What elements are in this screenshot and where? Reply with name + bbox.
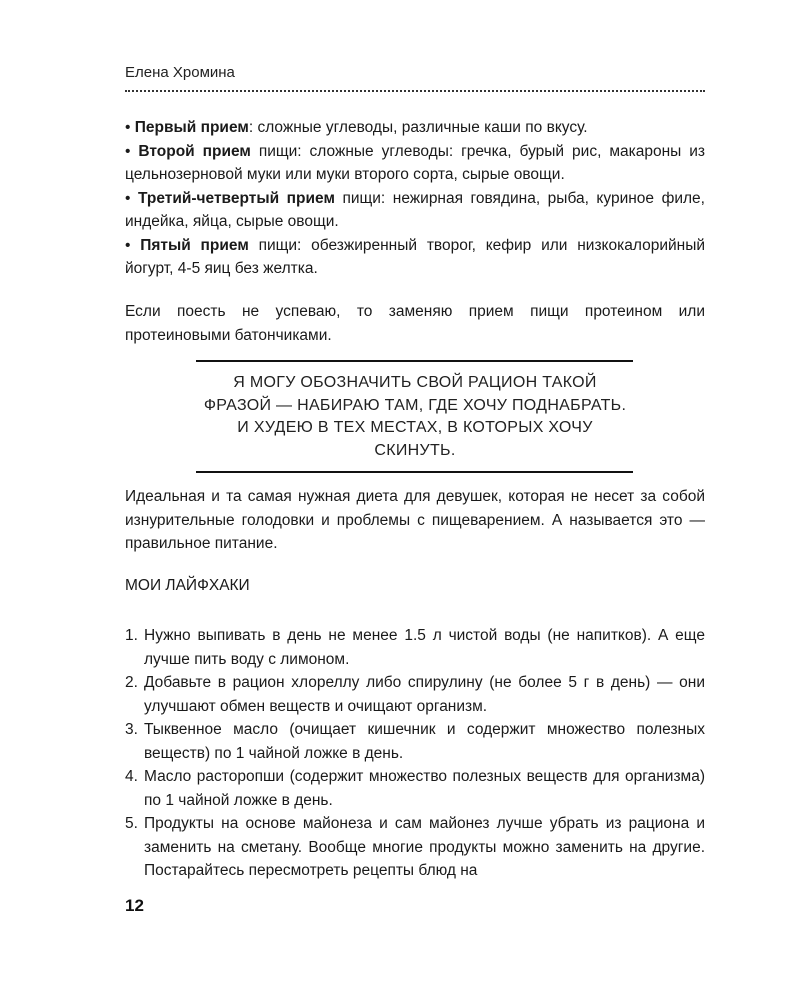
list-item bbox=[125, 765, 705, 812]
page-number: 12 bbox=[125, 896, 144, 915]
meal-text: пищи: обезжиренный творог, кефир или низкокалорийный йогурт, 4-5 яиц без желтка. bbox=[125, 236, 706, 277]
bullet: • bbox=[125, 189, 131, 207]
item-number: 5. bbox=[125, 815, 138, 832]
header-dotted-divider bbox=[125, 90, 705, 92]
quote-line: ФРАЗОЙ — НАБИРАЮ ТАМ, ГДЕ ХОЧУ ПОДНАБРАТЬ. bbox=[203, 396, 627, 414]
section-title-lifehacks: МОИ ЛАЙФХАКИ bbox=[125, 577, 250, 594]
quote-bottom-rule bbox=[196, 471, 633, 473]
meal-title: Третий-четвертый прием bbox=[137, 189, 335, 207]
protein-paragraph: Если поесть не успеваю, то заменяю прием пищи протеином или протеиновыми батончиками. bbox=[125, 303, 705, 344]
meal-plan-list bbox=[125, 116, 705, 281]
ideal-diet-paragraph: Идеальная и та самая нужная диета для девушек, которая не несет за собой изнурительные голодовки и проблемы с пищеварением. А называется это — правильное питание. bbox=[125, 488, 705, 552]
quote-line: И ХУДЕЮ В ТЕХ МЕСТАХ, В КОТОРЫХ ХОЧУ bbox=[237, 419, 593, 436]
meal-text: пищи: сложные углеводы: гречка, бурый рис, макароны из цельнозерновой муки или муки второго сорта, сырые овощи. bbox=[125, 142, 705, 183]
item-number: 3. bbox=[125, 721, 138, 738]
bullet: • bbox=[125, 119, 131, 136]
list-item bbox=[125, 718, 705, 765]
item-number: 2. bbox=[125, 674, 138, 691]
quote-top-rule bbox=[196, 360, 633, 362]
meal-title: Пятый прием bbox=[140, 236, 249, 254]
item-text: Тыквенное масло (очищает кишечник и содержит множество полезных веществ) по 1 чайной ложке в день. bbox=[144, 721, 705, 762]
meal-text: пищи: нежирная говядина, рыба, куриное филе, индейка, яйца, сырые овощи. bbox=[125, 189, 705, 230]
running-header-author: Елена Хромина bbox=[125, 64, 235, 81]
lifehacks-list bbox=[125, 624, 705, 883]
quote-line: Я МОГУ ОБОЗНАЧИТЬ СВОЙ РАЦИОН ТАКОЙ bbox=[233, 374, 597, 391]
meal-item bbox=[125, 116, 705, 140]
pull-quote bbox=[160, 372, 670, 462]
meal-text: : сложные углеводы, различные каши по вкусу. bbox=[248, 119, 588, 136]
bullet: • bbox=[125, 236, 131, 254]
meal-title: Второй прием bbox=[138, 142, 251, 160]
meal-item bbox=[125, 140, 705, 187]
item-text: Нужно выпивать в день не менее 1.5 л чистой воды (не напитков). А еще лучше пить воду с лимоном. bbox=[144, 627, 705, 668]
item-text: Добавьте в рацион хлореллу либо спирулину (не более 5 г в день) — они улучшают обмен веществ и очищают организм. bbox=[144, 674, 705, 715]
item-number: 4. bbox=[125, 768, 138, 785]
bullet: • bbox=[125, 142, 131, 160]
list-item bbox=[125, 812, 705, 883]
quote-line: СКИНУТЬ. bbox=[374, 441, 456, 459]
item-text: Продукты на основе майонеза и сам майонез лучше убрать из рациона и заменить на сметану. Вообще многие продукты можно заменить на другие. Постарайтесь пересмотреть рецепты блюд на bbox=[144, 815, 705, 879]
item-text: Масло расторопши (содержит множество полезных веществ для организма) по 1 чайной ложке в день. bbox=[144, 768, 705, 809]
meal-item bbox=[125, 187, 705, 234]
meal-item bbox=[125, 234, 705, 281]
list-item bbox=[125, 671, 705, 718]
meal-title: Первый прием bbox=[134, 119, 249, 136]
list-item bbox=[125, 624, 705, 671]
item-number: 1. bbox=[125, 627, 138, 644]
